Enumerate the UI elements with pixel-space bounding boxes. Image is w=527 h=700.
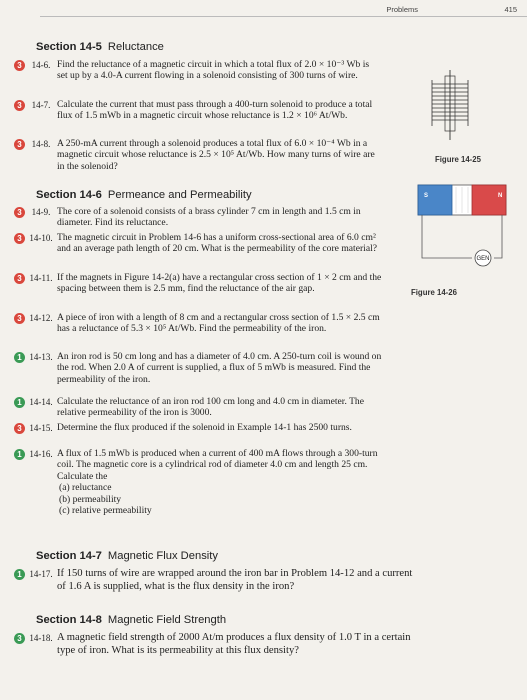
problem-14-6 [14, 59, 380, 82]
problem-number: 14-6. [31, 60, 51, 70]
problem-number: 14-8. [31, 139, 51, 149]
south-pole-magnet [418, 185, 452, 215]
south-pole-label: S [424, 193, 429, 199]
problem-part-c: (c) relative permeability [59, 505, 152, 517]
problem-text: A flux of 1.5 mWb is produced when a current of 400 mA flows through a 300-turn coil. The magnetic core is a cylindrical rod of diameter 4.0 cm and length 25 cm. Calculate the [57, 448, 378, 482]
problem-14-14 [14, 396, 386, 419]
problem-text: A piece of iron with a length of 8 cm and a rectangular cross section of 1.5 × 2.5 cm has a reluctance of 5.3 × 10⁵ At/Wb. Find the permeability of the iron. [57, 312, 380, 335]
section-number: Section 14-8 [36, 614, 102, 626]
section-number: Section 14-5 [36, 41, 102, 53]
section-heading-14-5 [36, 41, 164, 53]
problem-number: 14-14. [29, 397, 53, 407]
difficulty-badge: 3 [14, 100, 25, 111]
difficulty-badge: 1 [14, 449, 25, 460]
problem-number: 14-7. [31, 100, 51, 110]
difficulty-badge: 3 [14, 139, 25, 150]
problem-text-block [57, 448, 386, 516]
problem-part-a: (a) reluctance [59, 482, 112, 494]
problem-14-15 [14, 422, 386, 434]
problem-14-12 [14, 312, 386, 335]
problem-text: The magnetic circuit in Problem 14-6 has a uniform cross-sectional area of 6.0 cm² and an average path length of 20 cm. What is the permeability of the core material? [57, 232, 378, 255]
header-rule [40, 16, 527, 17]
north-pole-label: N [498, 193, 503, 199]
problem-number: 14-17. [29, 569, 53, 579]
figure-14-26-circuit [410, 182, 514, 268]
page-number: 415 [504, 5, 517, 14]
difficulty-badge: 1 [14, 569, 25, 580]
problem-text: If 150 turns of wire are wrapped around the iron bar in Problem 14-12 and a current of 1.6 A is supplied, what is the flux density in the iron? [57, 568, 413, 592]
problem-number: 14-10. [29, 233, 53, 243]
section-title: Magnetic Field Strength [107, 614, 227, 626]
problem-text: Determine the flux produced if the solenoid in Example 14-1 has 2500 turns. [57, 422, 352, 433]
problem-14-7 [14, 99, 380, 122]
problem-number: 14-15. [29, 423, 53, 433]
problem-text: A 250-mA current through a solenoid produces a total flux of 6.0 × 10⁻⁴ Wb in a magnetic circuit whose reluctance is 2.5 × 10⁵ At/Wb. How many turns of wire are in the solenoid? [57, 138, 375, 172]
figure-14-26-caption: Figure 14-26 [411, 288, 457, 297]
problem-number: 14-16. [29, 449, 53, 459]
difficulty-badge: 1 [14, 397, 25, 408]
problem-number: 14-18. [29, 633, 53, 643]
problem-14-9 [14, 206, 386, 229]
problem-14-10 [14, 232, 386, 255]
section-title: Magnetic Flux Density [107, 550, 218, 562]
problem-14-8 [14, 138, 380, 172]
difficulty-badge: 3 [14, 423, 25, 434]
difficulty-badge: 3 [14, 313, 25, 324]
difficulty-badge: 1 [14, 352, 25, 363]
problem-text: Calculate the current that must pass through a 400-turn solenoid to produce a total flux of 1.5 mWb in a magnetic circuit whose reluctance is 1.2 × 10⁶ At/Wb. [57, 99, 373, 122]
problem-text: An iron rod is 50 cm long and has a diameter of 4.0 cm. A 250-turn coil is wound on the rod. When 2.0 A of current is supplied, a flux of 5 mWb is measured. Find the permeability of the iron. [57, 351, 382, 385]
problem-number: 14-11. [29, 273, 53, 283]
difficulty-badge: 3 [14, 233, 25, 244]
difficulty-badge: 3 [14, 207, 25, 218]
north-pole-magnet [472, 185, 506, 215]
section-number: Section 14-7 [36, 550, 102, 562]
problem-text: Calculate the reluctance of an iron rod 100 cm long and 4.0 cm in diameter. The relative permeability of the iron is 3000. [57, 396, 364, 419]
problem-text: Find the reluctance of a magnetic circuit in which a total flux of 2.0 × 10⁻³ Wb is set up by a 4.0-A current flowing in a solenoid consisting of 300 turns of wire. [57, 59, 370, 82]
problem-number: 14-9. [31, 207, 51, 217]
section-number: Section 14-6 [36, 189, 102, 201]
problem-part-b: (b) permeability [59, 493, 122, 505]
figure-14-25-solenoid [412, 50, 492, 150]
problem-14-16 [14, 448, 386, 516]
running-header-title: Problems [386, 5, 418, 14]
section-heading-14-7 [36, 550, 218, 562]
problem-number: 14-13. [29, 352, 53, 362]
difficulty-badge: 3 [14, 633, 25, 644]
figure-14-25-caption: Figure 14-25 [435, 155, 481, 164]
problem-number: 14-12. [29, 313, 53, 323]
problem-text: A magnetic field strength of 2000 At/m produces a flux density of 1.0 T in a certain type of iron. What is its permeability at this flux density? [57, 632, 411, 656]
difficulty-badge: 3 [14, 273, 25, 284]
right-lead [494, 215, 502, 258]
problem-14-11 [14, 272, 386, 295]
section-heading-14-6 [36, 189, 252, 201]
problem-14-17 [14, 568, 414, 593]
difficulty-badge: 3 [14, 60, 25, 71]
section-title: Reluctance [107, 41, 164, 53]
section-title: Permeance and Permeability [107, 189, 252, 201]
problem-14-18 [14, 632, 414, 657]
problem-14-13 [14, 351, 386, 385]
left-lead [422, 215, 472, 258]
generator-label: GEN [476, 256, 490, 263]
problem-text: The core of a solenoid consists of a brass cylinder 7 cm in length and 1.5 cm in diameter. Find its reluctance. [57, 206, 361, 229]
problem-text: If the magnets in Figure 14-2(a) have a rectangular cross section of 1 × 2 cm and the spacing between them is 2.5 mm, find the reluctance of the air gap. [57, 272, 382, 295]
section-heading-14-8 [36, 614, 226, 626]
